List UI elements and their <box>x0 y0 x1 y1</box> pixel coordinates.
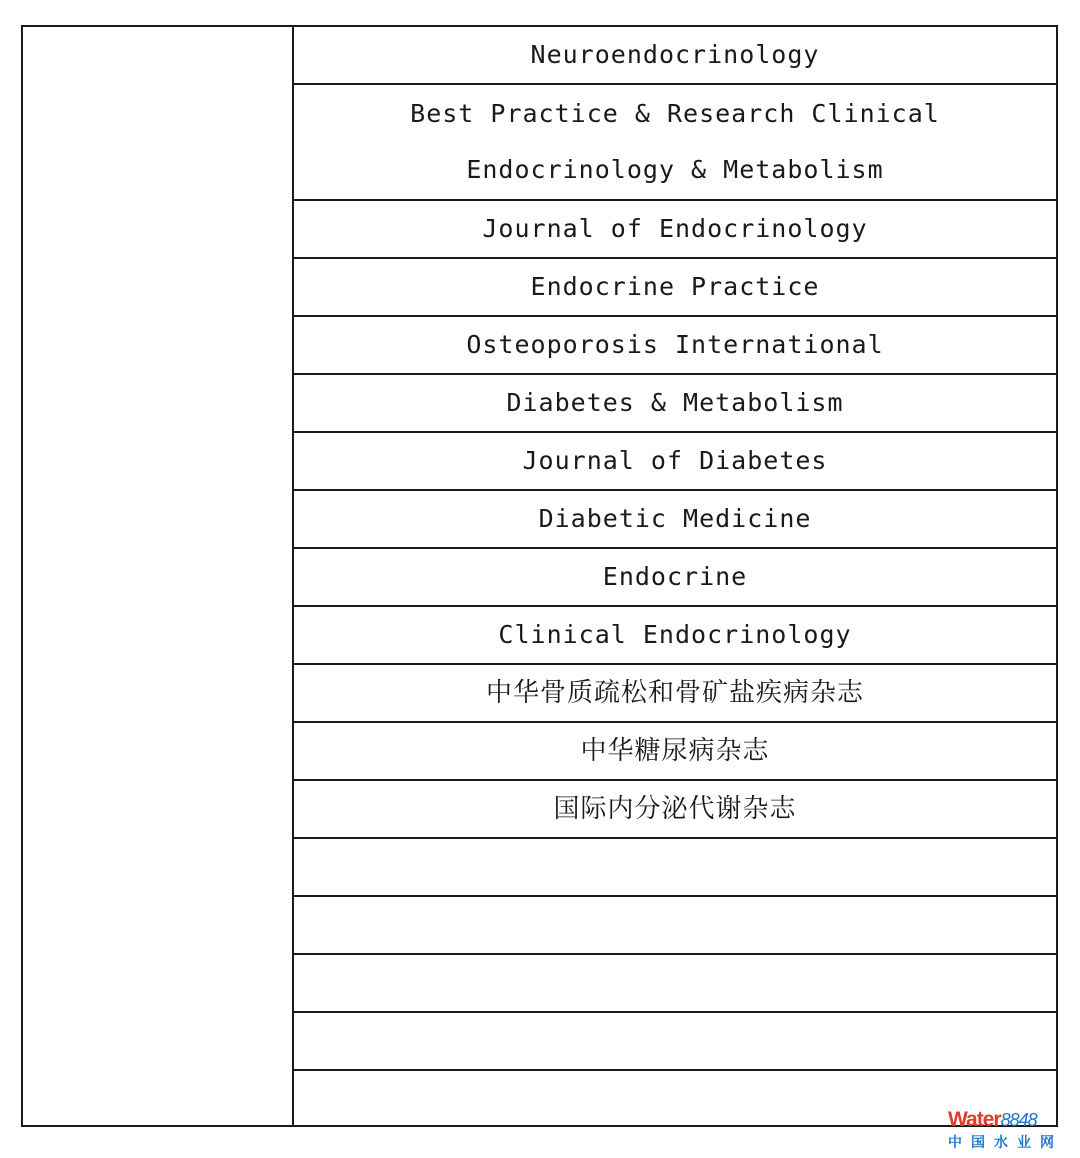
table-row-empty <box>294 897 1056 955</box>
table-row: 中华糖尿病杂志 <box>294 723 1056 781</box>
table-row: Journal of Diabetes <box>294 433 1056 491</box>
table-row: Diabetic Medicine <box>294 491 1056 549</box>
watermark-brand <box>948 1108 1037 1132</box>
table-row: Neuroendocrinology <box>294 27 1056 85</box>
watermark-logo <box>948 1108 1070 1152</box>
category-cell <box>23 27 294 1125</box>
table-row-empty <box>294 1013 1056 1071</box>
table-row-empty <box>294 1071 1056 1127</box>
journal-list <box>294 27 1056 1125</box>
table-row: Osteoporosis International <box>294 317 1056 375</box>
watermark-tagline: 中国水业网 <box>948 1134 1063 1150</box>
journal-table <box>21 25 1058 1127</box>
table-row: Endocrine <box>294 549 1056 607</box>
watermark-brand-text: Water <box>948 1108 1001 1131</box>
watermark-number: 8848 <box>1000 1110 1037 1130</box>
table-row: Journal of Endocrinology <box>294 201 1056 259</box>
table-row: Endocrine Practice <box>294 259 1056 317</box>
table-row-empty <box>294 839 1056 897</box>
table-row: Diabetes & Metabolism <box>294 375 1056 433</box>
table-row-empty <box>294 955 1056 1013</box>
table-row: Best Practice & Research Clinical Endocrinology & Metabolism <box>294 85 1056 201</box>
table-row: 国际内分泌代谢杂志 <box>294 781 1056 839</box>
table-row: Clinical Endocrinology <box>294 607 1056 665</box>
table-row: 中华骨质疏松和骨矿盐疾病杂志 <box>294 665 1056 723</box>
